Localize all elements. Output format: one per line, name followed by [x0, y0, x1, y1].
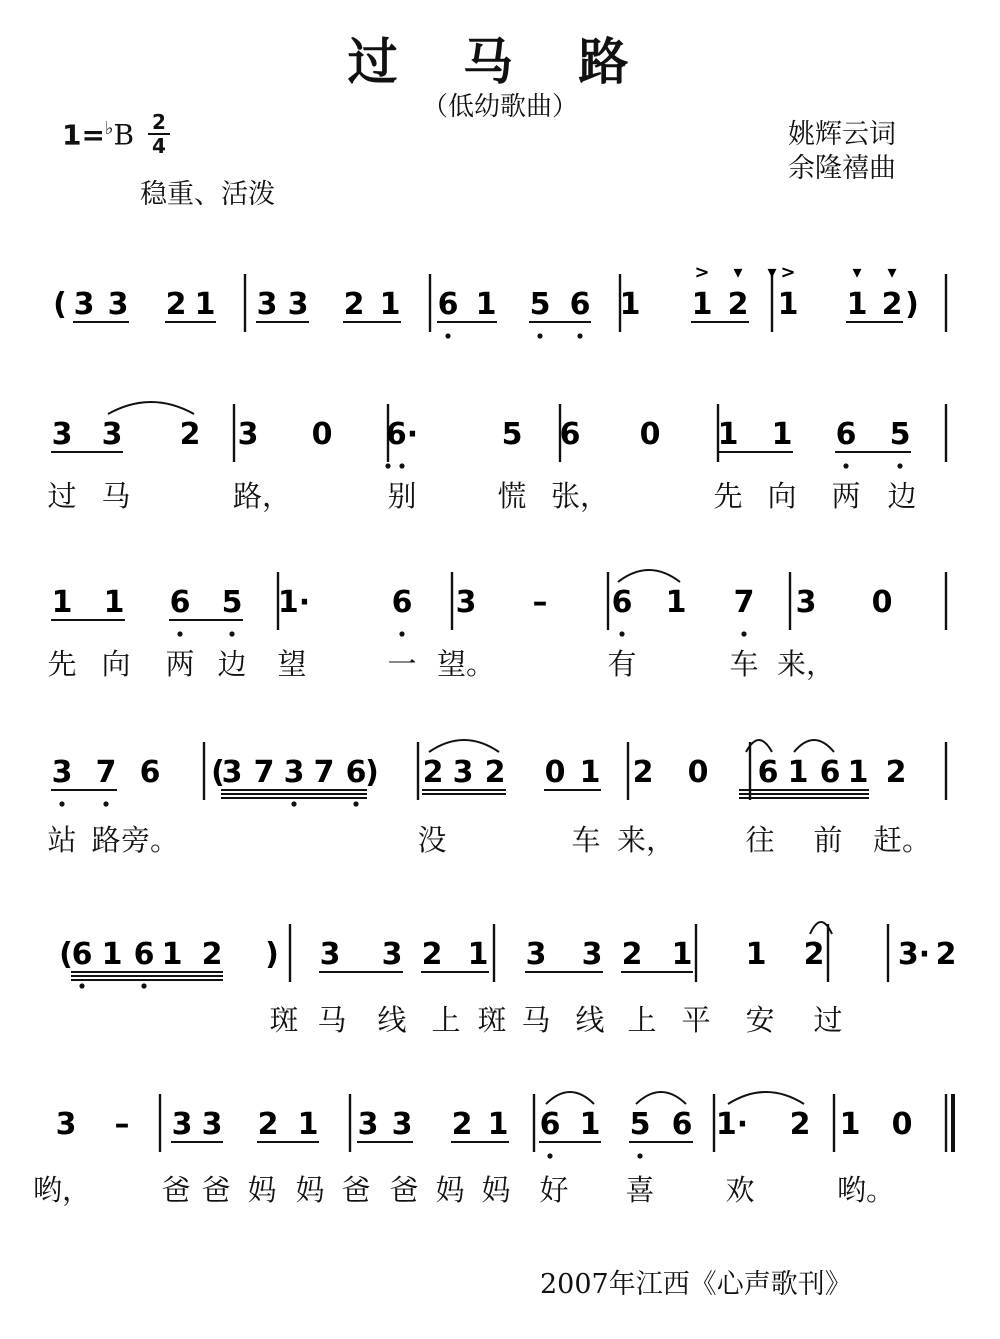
- lyric-syllable: 妈: [247, 1173, 277, 1207]
- lyric-syllable: 望: [277, 647, 307, 681]
- note: 1: [847, 755, 869, 790]
- note: 1: [771, 417, 793, 452]
- note: 6: [569, 287, 591, 322]
- lyric-syllable: 喜: [625, 1173, 655, 1207]
- note: 3: [237, 417, 259, 452]
- lyric-syllable: 妈: [295, 1173, 325, 1207]
- low-octave-dot: [537, 333, 542, 338]
- note: 1: [846, 287, 868, 322]
- note: 2: [803, 937, 825, 972]
- lyric-syllable: 妈: [481, 1173, 511, 1207]
- slur: [108, 402, 194, 414]
- lyric-syllable: 哟，: [32, 1173, 92, 1207]
- lyric-syllable: 没: [417, 823, 447, 857]
- low-octave-dot: [103, 801, 108, 806]
- lyric-syllable: 爸: [201, 1173, 231, 1207]
- note: –: [114, 1107, 130, 1142]
- note: 3: [381, 937, 403, 972]
- slur: [429, 740, 499, 752]
- note: 6: [169, 585, 191, 620]
- note: 3: [256, 287, 278, 322]
- lyricist: 姚辉云词: [788, 119, 896, 150]
- note: 1: [379, 287, 401, 322]
- parenthesis: ): [265, 937, 279, 972]
- lyric-syllable: 上: [431, 1003, 461, 1037]
- note: 1: [487, 1107, 509, 1142]
- note: 5: [221, 585, 243, 620]
- note: 2: [179, 417, 201, 452]
- lyrics-line-4: [0, 818, 1000, 858]
- low-octave-dot: [843, 463, 848, 468]
- note: 3: [107, 287, 129, 322]
- slur: [636, 1092, 686, 1104]
- lyric-syllable: 爸: [341, 1173, 371, 1207]
- note: 3: [525, 937, 547, 972]
- note: 2: [343, 287, 365, 322]
- tempo-marking: 稳重、活泼: [140, 179, 275, 210]
- note: 2: [422, 755, 444, 790]
- lyric-syllable: 好: [539, 1173, 569, 1207]
- note: 0: [687, 755, 709, 790]
- note: 6: [345, 755, 367, 790]
- lyric-syllable: 先: [713, 479, 743, 513]
- key-note: B: [113, 118, 135, 152]
- lyrics-line-2: [0, 474, 1000, 514]
- lyric-syllable: 向: [767, 479, 797, 513]
- note: 1: [665, 585, 687, 620]
- lyric-syllable: 边: [887, 479, 917, 513]
- note: 1: [297, 1107, 319, 1142]
- parenthesis: (: [59, 937, 73, 972]
- lyric-syllable: 前: [813, 823, 843, 857]
- lyrics-line-5: [0, 998, 1000, 1038]
- composer: 余隆禧曲: [788, 153, 896, 184]
- parenthesis: ): [365, 755, 379, 790]
- lyric-syllable: 赶。: [872, 823, 932, 857]
- note: 0: [891, 1107, 913, 1142]
- note: 2: [421, 937, 443, 972]
- note: 1: [103, 585, 125, 620]
- note: 2: [789, 1107, 811, 1142]
- lyric-syllable: 往: [745, 823, 775, 857]
- staccato-mark: ▾: [733, 262, 743, 283]
- slur: [794, 740, 834, 752]
- flat-sign: ♭: [104, 118, 114, 139]
- note: 3: [391, 1107, 413, 1142]
- note: 1: [745, 937, 767, 972]
- lyric-syllable: 爸: [389, 1173, 419, 1207]
- lyric-syllable: 马: [521, 1003, 551, 1037]
- note: 0: [871, 585, 893, 620]
- note: 3: [171, 1107, 193, 1142]
- low-octave-dot: [619, 631, 624, 636]
- slur: [728, 1092, 804, 1104]
- lyric-syllable: 旁。: [120, 823, 180, 857]
- score-line-1: [0, 262, 1000, 382]
- low-octave-dot: [577, 333, 582, 338]
- note: 1·: [277, 585, 311, 620]
- note: 2: [632, 755, 654, 790]
- lyric-syllable: 一: [387, 647, 417, 681]
- lyric-syllable: 望。: [436, 647, 496, 681]
- note: 3: [795, 585, 817, 620]
- note: 3: [221, 755, 243, 790]
- lyric-syllable: 过: [47, 479, 77, 513]
- note: 6: [559, 417, 581, 452]
- lyric-syllable: 来，: [776, 647, 836, 681]
- note: 1·: [715, 1107, 749, 1142]
- note: 6: [671, 1107, 693, 1142]
- accent-mark: >: [694, 262, 710, 283]
- note: 1: [101, 937, 123, 972]
- note: 2: [201, 937, 223, 972]
- note: 6: [391, 585, 413, 620]
- note: 3: [51, 417, 73, 452]
- note: 0: [311, 417, 333, 452]
- low-octave-dot: [229, 631, 234, 636]
- note: 1: [161, 937, 183, 972]
- low-octave-dot: [445, 333, 450, 338]
- note: 3: [55, 1107, 77, 1142]
- note: 1: [51, 585, 73, 620]
- note: 7: [95, 755, 117, 790]
- staccato-mark: ▾: [767, 262, 777, 283]
- lyric-syllable: 路，: [232, 479, 292, 513]
- lyric-syllable: 线: [377, 1003, 407, 1037]
- lyric-syllable: 车: [729, 647, 759, 681]
- note: 3: [581, 937, 603, 972]
- lyric-syllable: 向: [101, 647, 131, 681]
- lyric-syllable: 斑: [269, 1003, 299, 1037]
- lyric-syllable: 斑: [477, 1003, 507, 1037]
- lyric-syllable: 上: [627, 1003, 657, 1037]
- low-octave-dot: [385, 463, 390, 468]
- lyric-syllable: 路: [91, 823, 121, 857]
- note: 5: [529, 287, 551, 322]
- low-octave-dot: [547, 1153, 552, 1158]
- note: 3: [357, 1107, 379, 1142]
- note: 2: [621, 937, 643, 972]
- note: 6: [437, 287, 459, 322]
- key-signature: [62, 118, 134, 151]
- lyric-syllable: 两: [165, 647, 195, 681]
- lyric-syllable: 平: [681, 1003, 711, 1037]
- parenthesis: (: [53, 287, 67, 322]
- low-octave-dot: [79, 983, 84, 988]
- lyric-syllable: 欢: [725, 1173, 755, 1207]
- note: 2: [881, 287, 903, 322]
- note: 2: [935, 937, 957, 972]
- lyric-syllable: 马: [317, 1003, 347, 1037]
- low-octave-dot: [291, 801, 296, 806]
- note: 1: [717, 417, 739, 452]
- lyric-syllable: 爸: [161, 1173, 191, 1207]
- low-octave-dot: [141, 983, 146, 988]
- lyric-syllable: 车: [571, 823, 601, 857]
- lyric-syllable: 站: [47, 823, 77, 857]
- meter-top: 2: [152, 110, 166, 134]
- note: 5: [501, 417, 523, 452]
- lyric-syllable: 先: [47, 647, 77, 681]
- lyric-syllable: 两: [831, 479, 861, 513]
- note: 0: [544, 755, 566, 790]
- note: 1: [839, 1107, 861, 1142]
- note: 2: [257, 1107, 279, 1142]
- note: 3: [452, 755, 474, 790]
- lyrics-line-6: [0, 1168, 1000, 1208]
- note: 1: [467, 937, 489, 972]
- meter-bottom: 4: [152, 134, 166, 158]
- lyric-syllable: 马: [101, 479, 131, 513]
- note: 3: [51, 755, 73, 790]
- parenthesis: ): [905, 287, 919, 322]
- note: 6: [139, 755, 161, 790]
- note: 6: [835, 417, 857, 452]
- low-octave-dot: [897, 463, 902, 468]
- key-prefix: 1=: [62, 118, 105, 152]
- note: 2: [451, 1107, 473, 1142]
- note: 6: [539, 1107, 561, 1142]
- note: 3: [455, 585, 477, 620]
- low-octave-dot: [399, 463, 404, 468]
- note: 3: [73, 287, 95, 322]
- accent-mark: >: [780, 262, 796, 283]
- note: 1: [619, 287, 641, 322]
- note: 5: [629, 1107, 651, 1142]
- note: 1: [691, 287, 713, 322]
- time-signature: [148, 112, 170, 156]
- note: 1: [671, 937, 693, 972]
- note: 1: [475, 287, 497, 322]
- note: 1: [194, 287, 216, 322]
- low-octave-dot: [741, 631, 746, 636]
- lyric-syllable: 妈: [435, 1173, 465, 1207]
- note: 5: [889, 417, 911, 452]
- low-octave-dot: [637, 1153, 642, 1158]
- lyric-syllable: 线: [575, 1003, 605, 1037]
- staccato-mark: ▾: [887, 262, 897, 283]
- note: 2: [484, 755, 506, 790]
- note: 3: [319, 937, 341, 972]
- note: 7: [733, 585, 755, 620]
- note: 2: [165, 287, 187, 322]
- lyric-syllable: 边: [217, 647, 247, 681]
- low-octave-dot: [59, 801, 64, 806]
- note: 1: [787, 755, 809, 790]
- lyric-syllable: 安: [745, 1003, 775, 1037]
- low-octave-dot: [399, 631, 404, 636]
- note: –: [532, 585, 548, 620]
- note: 0: [639, 417, 661, 452]
- lyric-syllable: 过: [813, 1003, 843, 1037]
- lyric-syllable: 来，: [616, 823, 676, 857]
- note: 1: [579, 755, 601, 790]
- note: 3: [283, 755, 305, 790]
- score-line-1-notes: [0, 262, 1000, 382]
- song-subtitle: （低幼歌曲）: [421, 92, 578, 122]
- lyrics-line-3: [0, 642, 1000, 682]
- note: 7: [313, 755, 335, 790]
- staccato-mark: ▾: [852, 262, 862, 283]
- note: 6: [757, 755, 779, 790]
- low-octave-dot: [177, 631, 182, 636]
- note: 1: [579, 1107, 601, 1142]
- note: 3: [287, 287, 309, 322]
- song-title: 过 马 路: [347, 33, 653, 91]
- note: 2: [885, 755, 907, 790]
- note: 3: [101, 417, 123, 452]
- note: 3: [201, 1107, 223, 1142]
- lyric-syllable: 慌: [497, 479, 527, 513]
- lyric-syllable: 有: [607, 647, 637, 681]
- note: 7: [253, 755, 275, 790]
- note: 1: [777, 287, 799, 322]
- note: 6: [71, 937, 93, 972]
- source-citation: 2007年江西《心声歌刊》: [540, 1269, 852, 1300]
- note: 6: [819, 755, 841, 790]
- note: 6: [611, 585, 633, 620]
- lyric-syllable: 哟。: [836, 1173, 896, 1207]
- low-octave-dot: [353, 801, 358, 806]
- note: 6: [133, 937, 155, 972]
- lyric-syllable: 张，: [550, 479, 610, 513]
- note: 2: [727, 287, 749, 322]
- parenthesis: (: [211, 755, 225, 790]
- lyric-syllable: 别: [387, 479, 417, 513]
- credits: [788, 118, 896, 186]
- note: 6·: [385, 417, 419, 452]
- slur: [546, 1092, 594, 1104]
- note: 3·: [897, 937, 931, 972]
- slur: [618, 570, 680, 582]
